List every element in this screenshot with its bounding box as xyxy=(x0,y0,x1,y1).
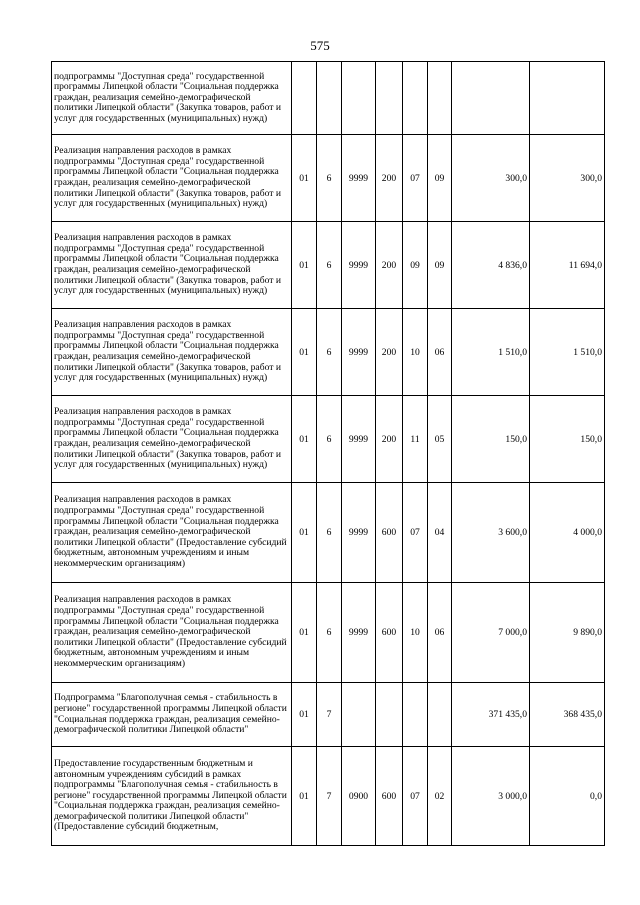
code-subsection: 06 xyxy=(428,583,452,683)
code-section xyxy=(403,62,428,135)
expense-description: Реализация направления расходов в рамках подпрограммы "Доступная среда" государственной программы Липецкой области "Социальная поддержка граждан, реализация семейно-демографической политики Липецкой области" (Предоставление субсидий бюджетным, автономным учреждениям и иным некоммерческим организациям) xyxy=(52,583,292,683)
code-expense-type xyxy=(376,683,403,747)
code-subprogram: 7 xyxy=(317,683,342,747)
code-expense-type: 600 xyxy=(376,483,403,583)
page-number: 575 xyxy=(310,38,330,53)
code-expense-type xyxy=(376,62,403,135)
code-glava: 01 xyxy=(292,135,317,222)
code-direction xyxy=(342,683,376,747)
table-row xyxy=(52,62,605,135)
code-section: 10 xyxy=(403,583,428,683)
code-expense-type: 200 xyxy=(376,396,403,483)
table-row xyxy=(52,222,605,309)
expense-description: Подпрограмма "Благополучная семья - стабильность в регионе" государственной программы Липецкой области "Социальная поддержка граждан, реализация семейно-демографической политики Липецкой области" xyxy=(52,683,292,747)
code-section: 07 xyxy=(403,135,428,222)
code-subsection: 09 xyxy=(428,135,452,222)
amount-year-1: 371 435,0 xyxy=(452,683,530,747)
amount-year-2: 9 890,0 xyxy=(530,583,605,683)
code-direction: 0900 xyxy=(342,747,376,846)
amount-year-2: 150,0 xyxy=(530,396,605,483)
code-direction: 9999 xyxy=(342,583,376,683)
code-glava: 01 xyxy=(292,583,317,683)
code-direction: 9999 xyxy=(342,483,376,583)
amount-year-2: 11 694,0 xyxy=(530,222,605,309)
amount-year-2: 0,0 xyxy=(530,747,605,846)
amount-year-1: 7 000,0 xyxy=(452,583,530,683)
table-row xyxy=(52,583,605,683)
expense-description: Реализация направления расходов в рамках подпрограммы "Доступная среда" государственной программы Липецкой области "Социальная поддержка граждан, реализация семейно-демографической политики Липецкой области" (Закупка товаров, работ и услуг для государственных (муниципальных) нужд) xyxy=(52,135,292,222)
expense-description: Реализация направления расходов в рамках подпрограммы "Доступная среда" государственной программы Липецкой области "Социальная поддержка граждан, реализация семейно-демографической политики Липецкой области" (Закупка товаров, работ и услуг для государственных (муниципальных) нужд) xyxy=(52,309,292,396)
code-expense-type: 600 xyxy=(376,583,403,683)
code-expense-type: 600 xyxy=(376,747,403,846)
code-expense-type: 200 xyxy=(376,222,403,309)
amount-year-1: 4 836,0 xyxy=(452,222,530,309)
code-subprogram: 6 xyxy=(317,483,342,583)
code-glava: 01 xyxy=(292,309,317,396)
amount-year-2: 368 435,0 xyxy=(530,683,605,747)
code-subsection: 06 xyxy=(428,309,452,396)
amount-year-2: 300,0 xyxy=(530,135,605,222)
amount-year-1 xyxy=(452,62,530,135)
expense-description: Реализация направления расходов в рамках подпрограммы "Доступная среда" государственной программы Липецкой области "Социальная поддержка граждан, реализация семейно-демографической политики Липецкой области" (Закупка товаров, работ и услуг для государственных (муниципальных) нужд) xyxy=(52,396,292,483)
code-section: 09 xyxy=(403,222,428,309)
code-subprogram: 6 xyxy=(317,583,342,683)
code-subsection xyxy=(428,683,452,747)
amount-year-1: 3 000,0 xyxy=(452,747,530,846)
table-row xyxy=(52,309,605,396)
code-section: 07 xyxy=(403,483,428,583)
table-row xyxy=(52,483,605,583)
expense-description: Реализация направления расходов в рамках подпрограммы "Доступная среда" государственной программы Липецкой области "Социальная поддержка граждан, реализация семейно-демографической политики Липецкой области" (Предоставление субсидий бюджетным, автономным учреждениям и иным некоммерческим организациям) xyxy=(52,483,292,583)
table-row xyxy=(52,396,605,483)
code-direction: 9999 xyxy=(342,222,376,309)
code-subsection: 05 xyxy=(428,396,452,483)
expense-description: Предоставление государственным бюджетным и автономным учреждениям субсидий в рамках подпрограммы "Благополучная семья - стабильность в регионе" государственной программы Липецкой области "Социальная поддержка граждан, реализация семейно-демографической политики Липецкой области" (Предоставление субсидий бюджетным, xyxy=(52,747,292,846)
expense-description: Реализация направления расходов в рамках подпрограммы "Доступная среда" государственной программы Липецкой области "Социальная поддержка граждан, реализация семейно-демографической политики Липецкой области" (Закупка товаров, работ и услуг для государственных (муниципальных) нужд) xyxy=(52,222,292,309)
code-subprogram: 7 xyxy=(317,747,342,846)
code-section: 10 xyxy=(403,309,428,396)
code-glava xyxy=(292,62,317,135)
code-direction xyxy=(342,62,376,135)
code-direction: 9999 xyxy=(342,309,376,396)
code-direction: 9999 xyxy=(342,135,376,222)
code-subsection: 02 xyxy=(428,747,452,846)
table-row xyxy=(52,747,605,846)
code-subsection: 04 xyxy=(428,483,452,583)
amount-year-1: 300,0 xyxy=(452,135,530,222)
code-glava: 01 xyxy=(292,683,317,747)
code-subsection: 09 xyxy=(428,222,452,309)
code-subprogram: 6 xyxy=(317,309,342,396)
code-section: 11 xyxy=(403,396,428,483)
budget-table xyxy=(51,61,605,846)
code-section: 07 xyxy=(403,747,428,846)
code-expense-type: 200 xyxy=(376,309,403,396)
table-row xyxy=(52,683,605,747)
amount-year-2: 1 510,0 xyxy=(530,309,605,396)
code-subprogram: 6 xyxy=(317,135,342,222)
code-glava: 01 xyxy=(292,396,317,483)
code-subprogram xyxy=(317,62,342,135)
table-row xyxy=(52,135,605,222)
amount-year-1: 150,0 xyxy=(452,396,530,483)
code-glava: 01 xyxy=(292,483,317,583)
code-subsection xyxy=(428,62,452,135)
code-section xyxy=(403,683,428,747)
expense-description: подпрограммы "Доступная среда" государственной программы Липецкой области "Социальная поддержка граждан, реализация семейно-демографической политики Липецкой области" (Закупка товаров, работ и услуг для государственных (муниципальных) нужд) xyxy=(52,62,292,135)
code-direction: 9999 xyxy=(342,396,376,483)
amount-year-2 xyxy=(530,62,605,135)
amount-year-1: 3 600,0 xyxy=(452,483,530,583)
amount-year-1: 1 510,0 xyxy=(452,309,530,396)
code-subprogram: 6 xyxy=(317,396,342,483)
code-glava: 01 xyxy=(292,747,317,846)
code-subprogram: 6 xyxy=(317,222,342,309)
amount-year-2: 4 000,0 xyxy=(530,483,605,583)
code-expense-type: 200 xyxy=(376,135,403,222)
code-glava: 01 xyxy=(292,222,317,309)
